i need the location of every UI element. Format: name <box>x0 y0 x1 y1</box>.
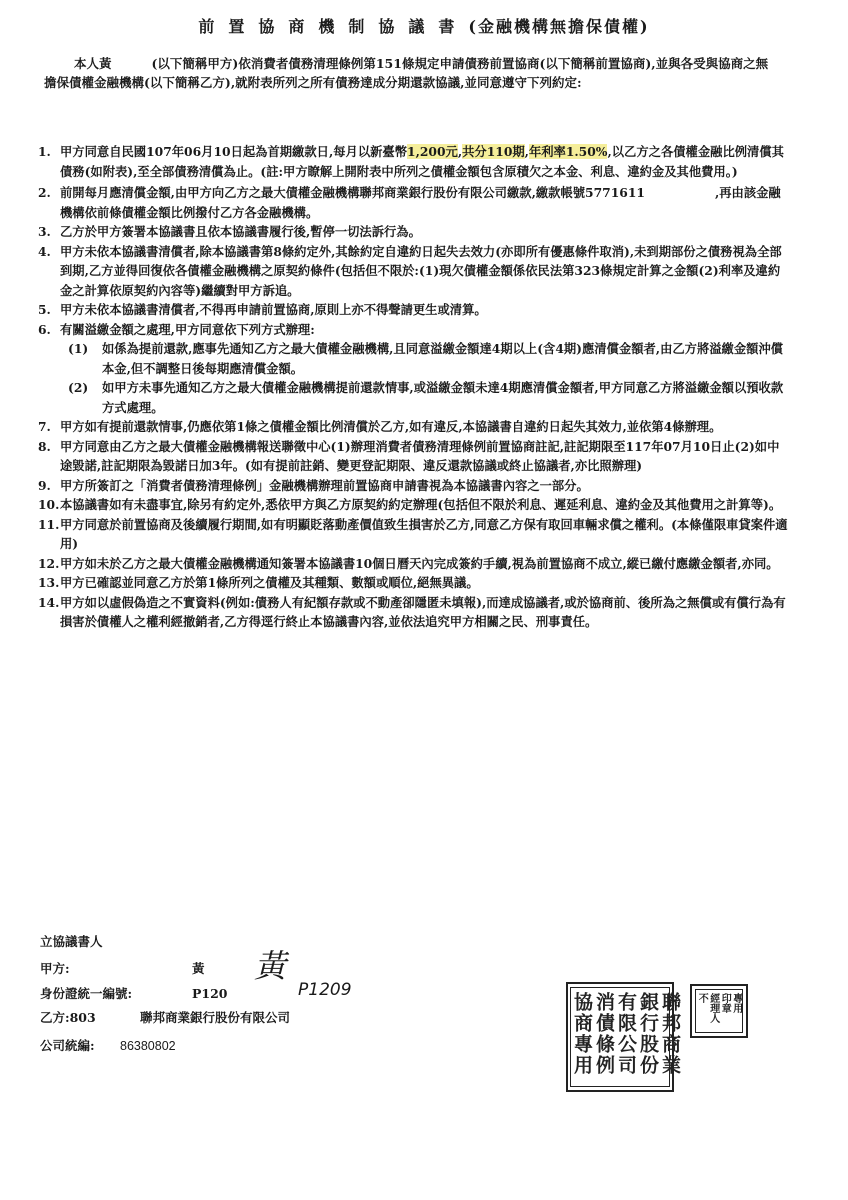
clause-number: 3. <box>38 224 51 239</box>
signatory-heading: 立協議書人 <box>40 934 103 949</box>
clause-number: 8. <box>38 438 51 454</box>
sub-clause-number: (2) <box>68 380 89 395</box>
clause-item <box>38 515 788 554</box>
party-a-label: 甲方: <box>40 961 70 976</box>
clause-text-segment: 前開每月應清償金額,由甲方向乙方之最大債權金融機構聯邦商業銀行股份有限公司繳款,繳款帳號 <box>60 185 586 200</box>
clause-number: 12. <box>38 555 60 571</box>
id-row <box>40 980 352 1002</box>
clause-text <box>60 183 788 222</box>
company-id-row <box>40 1036 176 1054</box>
bank-seal-column: 消債條例 <box>593 992 615 1076</box>
intro-lead: 本人黃 <box>74 56 112 71</box>
clause-item <box>38 476 788 496</box>
clause-item <box>38 222 788 242</box>
highlighted-term: 共分110期 <box>462 144 525 159</box>
clause-list <box>38 142 788 632</box>
company-id-value: 86380802 <box>120 1039 176 1053</box>
clause-number: 4. <box>38 243 51 259</box>
id-label: 身份證統一編號: <box>40 986 133 1001</box>
clause-number: 13. <box>38 575 60 590</box>
intro-body: (以下簡稱甲方)依消費者債務清理條例第151條規定申請債務前置協商(以下簡稱前置協商),並與各受與協商之無擔保債權金融機構(以下簡稱乙方),就附表所列之所有債務達成分期還款協議,並同意遵守下列約定: <box>44 56 769 90</box>
clause-number: 10. <box>38 497 60 512</box>
manager-seal-column: 印章 <box>719 993 731 1013</box>
clause-number: 14. <box>38 594 60 610</box>
clause-text: 甲方已確認並同意乙方於第1條所列之債權及其種類、數額或順位,絕無異議。 <box>60 575 479 590</box>
clause-text-segment: 有關溢繳金額之處理,甲方同意依下列方式辦理: <box>60 321 315 337</box>
title-main: 前置協商機制協議書 <box>198 17 469 36</box>
clause-text <box>60 222 788 242</box>
clause-text-segment: 甲方未依本協議書清償者,不得再申請前置協商,原則上亦不得聲請更生或清算。 <box>60 302 487 317</box>
clause-text: 甲方如以虛假偽造之不實資料(例如:債務人有紀額存款或不動產卻隱匿未填報),而達成協議者,或於協商前、後所為之無償或有償行為有損害於債權人之權利經撤銷者,乙方得逕行終止本協議書內容,並依法追究甲方相關之民、刑事責任。 <box>60 594 786 629</box>
clause-text-segment: ,再由該金融機構依前條債權金額比例撥付乙方各金融機構。 <box>60 185 781 220</box>
manager-seal-column: 不 <box>696 993 708 1003</box>
clause-text-segment: , <box>524 144 529 159</box>
party-a-row <box>40 947 287 985</box>
party-b-name: 聯邦商業銀行股份有限公司 <box>140 1010 291 1025</box>
clause-text-segment: , <box>457 144 463 159</box>
clause-text-segment: ,以乙方之各債權金融比例清償其債務(如附表),至全部債務清償為止。(註:甲方瞭解上開附表中所列之債權金額包含原積欠之本金、利息、違約金及其他費用。) <box>60 144 784 179</box>
clause-text-segment: 甲方同意自民國107年06月10日起為首期繳款日,每月以新臺幣 <box>60 144 408 159</box>
sub-clause-item <box>38 378 788 417</box>
sub-clause-number: (1) <box>68 341 89 356</box>
clause-item <box>38 554 788 574</box>
clause-text: 甲方同意於前置協商及後續履行期間,如有明顯貶落動產價值致生損害於乙方,同意乙方保有取回車輛求償之權利。(本條僅限車貸案件適用) <box>60 516 788 551</box>
clause-text: 甲方如有提前還款情事,仍應依第1條之債權金額比例清償於乙方,如有違反,本協議書自違約日起失其效力,並依第4條辦理。 <box>60 419 722 434</box>
clause-item <box>38 417 788 437</box>
manager-seal-column: 專用 <box>730 993 742 1013</box>
clause-text <box>60 300 788 320</box>
document-title <box>0 14 848 37</box>
party-a-name: 黃 <box>192 961 205 976</box>
company-id-label: 公司統編: <box>40 1038 95 1053</box>
clause-number: 5. <box>38 302 51 317</box>
clause-text: 甲方同意由乙方之最大債權金融機構報送聯徵中心(1)辦理消費者債務清理條例前置協商註記,註記期限至117年07月10日止(2)如中途毀諾,註記期限為毀諾日加3年。(如有提前註銷、變更登記期限、違反還款協議或終止協議者,亦比照辦理) <box>60 438 780 473</box>
clause-number: 11. <box>38 516 60 532</box>
sub-clause-text: 如甲方未事先通知乙方之最大債權金融機構提前還款情事,或溢繳金額未達4期應清償金額者,甲方同意乙方將溢繳金額以預收款方式處理。 <box>102 380 784 415</box>
manager-seal-column: 經理人 <box>707 993 719 1023</box>
clause-number: 6. <box>38 321 51 337</box>
sub-clause-text: 如係為提前還款,應事先通知乙方之最大債權金融機構,且同意溢繳金額達4期以上(含4期)應清償金額者,由乙方將溢繳金額沖償本金,但不調整日後每期應清償金額。 <box>102 341 784 376</box>
clause-number: 2. <box>38 185 51 200</box>
bank-seal-column: 協商專用 <box>571 992 593 1076</box>
bank-seal-column: 銀行股份 <box>637 992 659 1076</box>
clause-text: 本協議書如有未盡事宜,除另有約定外,悉依甲方與乙方原契約約定辦理(包括但不限於利息、遲延利息、違約金及其他費用之計算等)。 <box>60 497 782 512</box>
clause-text: 甲方如未於乙方之最大債權金融機構通知簽署本協議書10個日曆天內完成簽約手續,視為前置協商不成立,縱已繳付應繳金額者,亦同。 <box>60 555 779 571</box>
clause-text-segment: 甲方未依本協議書清償者,除本協議書第8條約定外,其餘約定自違約日起失去效力(亦即所有優惠條件取消),未到期部份之債務視為全部到期,乙方並得回復依各債權金融機構之原契約條件(包括但不限於:(1)現欠債權金額係依民法第323條規定計算之金額(2)利率及違約金之計算依原契約內容等)繼續對甲方訴追。 <box>60 243 782 298</box>
clause-item <box>38 437 788 476</box>
sub-clause-item <box>38 339 788 378</box>
clause-item <box>38 573 788 593</box>
clause-text <box>60 142 788 181</box>
clause-text <box>60 242 788 301</box>
manager-seal-stamp <box>690 984 748 1038</box>
highlighted-term: 年利率1.50% <box>528 144 608 159</box>
clause-item <box>38 320 788 340</box>
intro-paragraph <box>44 54 780 92</box>
clause-item <box>38 593 788 632</box>
clause-item <box>38 183 788 222</box>
clause-item <box>38 495 788 515</box>
clause-text <box>60 320 788 340</box>
party-a-handwritten-signature: 黃 <box>254 947 287 985</box>
title-suffix: (金融機構無擔保債權) <box>468 17 650 36</box>
clause-number: 9. <box>38 477 51 493</box>
bank-seal-stamp <box>566 982 681 1092</box>
highlighted-term: 1,200元 <box>407 144 458 159</box>
clause-item <box>38 142 788 181</box>
clause-number: 7. <box>38 419 51 434</box>
party-b-label: 乙方:803 <box>40 1010 96 1025</box>
clause-item <box>38 242 788 301</box>
id-handwritten: P1209 <box>298 980 352 1000</box>
clause-number: 1. <box>38 144 51 159</box>
bank-seal-column: 聯邦商業 <box>659 992 681 1076</box>
account-number: 5771611 <box>585 185 645 200</box>
party-b-row <box>40 1008 290 1026</box>
clause-text-segment: 乙方於甲方簽署本協議書且依本協議書履行後,暫停一切法訴行為。 <box>60 224 421 239</box>
id-value: P120 <box>192 986 228 1001</box>
bank-seal-column: 有限公司 <box>615 992 637 1076</box>
clause-item <box>38 300 788 320</box>
clause-text: 甲方所簽訂之「消費者債務清理條例」金融機構辦理前置協商申請書視為本協議書內容之一部分。 <box>60 477 589 493</box>
